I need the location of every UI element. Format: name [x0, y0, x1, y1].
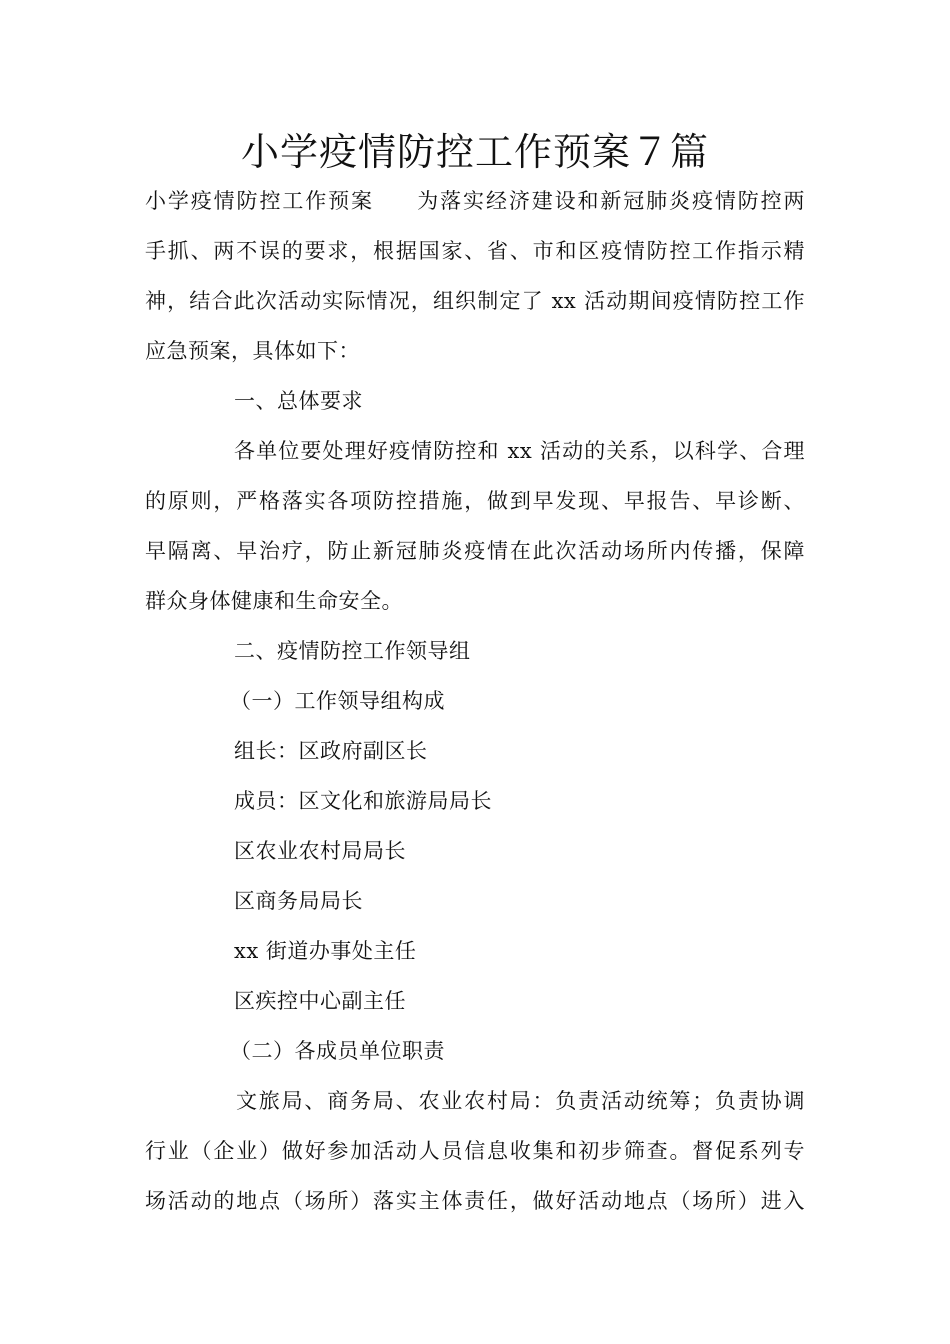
paragraph-line: 文旅局、商务局、农业农村局：负责活动统筹；负责协调 — [236, 1089, 805, 1113]
list-item: 成员：区文化和旅游局局长 — [234, 789, 492, 813]
paragraph-line: 行业（企业）做好参加活动人员信息收集和初步筛查。督促系列专 — [145, 1139, 805, 1163]
list-item: xx 街道办事处主任 — [234, 939, 417, 963]
section-heading: 二、疫情防控工作领导组 — [234, 639, 471, 663]
subsection-heading: （一）工作领导组构成 — [230, 689, 445, 713]
list-item: 区疾控中心副主任 — [234, 989, 406, 1013]
section-heading: 一、总体要求 — [234, 389, 363, 413]
paragraph-line: 的原则，严格落实各项防控措施，做到早发现、早报告、早诊断、 — [145, 489, 805, 513]
intro-text: 为落实经济建设和新冠肺炎疫情防控两 — [415, 189, 806, 213]
paragraph-line: 群众身体健康和生命安全。 — [145, 589, 403, 613]
paragraph-line: 场活动的地点（场所）落实主体责任，做好活动地点（场所）进入 — [145, 1189, 805, 1213]
intro-label: 小学疫情防控工作预案 — [145, 189, 374, 213]
paragraph-line — [145, 186, 805, 216]
paragraph-line: 早隔离、早治疗，防止新冠肺炎疫情在此次活动场所内传播，保障 — [145, 539, 805, 563]
paragraph-line: 神，结合此次活动实际情况，组织制定了 xx 活动期间疫情防控工作 — [145, 289, 805, 313]
list-item: 区商务局局长 — [234, 889, 363, 913]
paragraph-line: 各单位要处理好疫情防控和 xx 活动的关系，以科学、合理 — [234, 439, 805, 463]
subsection-heading: （二）各成员单位职责 — [230, 1039, 445, 1063]
list-item: 区农业农村局局长 — [234, 839, 406, 863]
list-item: 组长：区政府副区长 — [234, 739, 428, 763]
document-title: 小学疫情防控工作预案７篇 — [240, 130, 709, 174]
paragraph-line: 手抓、两不误的要求，根据国家、省、市和区疫情防控工作指示精 — [145, 239, 805, 263]
paragraph-line: 应急预案，具体如下： — [145, 339, 360, 363]
